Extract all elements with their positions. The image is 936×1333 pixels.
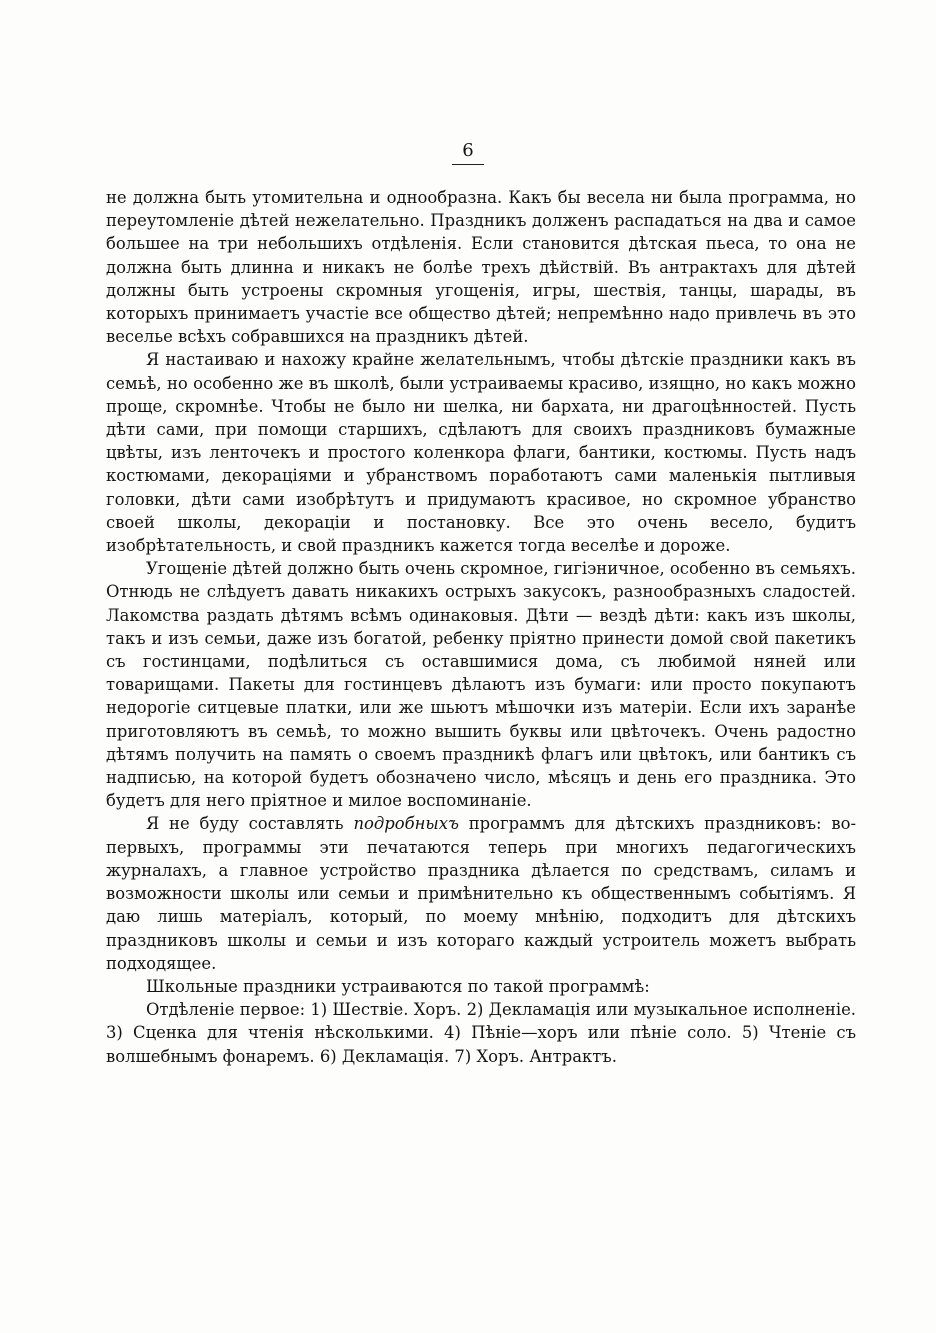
- paragraph-decoration: Я настаиваю и нахожу крайне желательнымъ, чтобы дѣтскіе праздники какъ въ семьѣ, но особенно же въ школѣ, были устраиваемы красиво, изящно, но какъ можно проще, скромнѣе. Чтобы не было ни шелка, ни бархата, ни драгоцѣнностей. Пусть дѣти сами, при помощи старшихъ, сдѣлаютъ для своихъ праздниковъ бумажные цвѣты, изъ ленточекъ и простого коленкора флаги, бантики, костюмы. Пусть надъ костюмами, декораціями и убранствомъ поработаютъ сами маленькія пытливыя головки, дѣти сами изобрѣтутъ и придумаютъ красивое, но скромное убранство своей школы, декораціи и постановку. Все это очень весело, будитъ изобрѣтательность, и свой праздникъ кажется тогда веселѣе и дороже.: [106, 350, 856, 556]
- paragraph-programs-end: программъ для дѣтскихъ праздниковъ: во-первыхъ, программы эти печатаются теперь при многихъ педагогическихъ журналахъ, а главное устройство праздника дѣлается по средствамъ, силамъ и возможности школы или семьи и примѣнительно къ общественнымъ событіямъ. Я даю лишь матеріалъ, который, по моему мнѣнію, подходитъ для дѣтскихъ праздниковъ школы и семьи и изъ котораго каждый устроитель можетъ выбрать подходящее.: [106, 814, 856, 973]
- paragraph-programs: [106, 812, 856, 974]
- paragraph-section-one: Отдѣленіе первое: 1) Шествіе. Хоръ. 2) Декламація или музыкальное исполненіе. 3) Сценка для чтенія нѣсколькими. 4) Пѣніе—хоръ или пѣніе соло. 5) Чтеніе съ волшебнымъ фонаремъ. 6) Декламація. 7) Хоръ. Антрактъ.: [106, 1000, 856, 1066]
- page-number: [0, 140, 936, 165]
- paragraph-treats: Угощеніе дѣтей должно быть очень скромное, гигіэничное, особенно въ семьяхъ. Отнюдь не слѣдуетъ давать никакихъ острыхъ закусокъ, разнообразныхъ сладостей. Лакомства раздать дѣтямъ всѣмъ одинаковыя. Дѣти — вездѣ дѣти: какъ изъ школы, такъ и изъ семьи, даже изъ богатой, ребенку пріятно принести домой свой пакетикъ съ гостинцами, подѣлиться съ оставшимися дома, съ любимой няней или товарищами. Пакеты для гостинцевъ дѣлаютъ изъ бумаги: или просто покупаютъ недорогіе ситцевые платки, или же шьютъ мѣшочки изъ матеріи. Если ихъ заранѣе приготовляютъ въ семьѣ, то можно вышить буквы или цвѣточекъ. Очень радостно дѣтямъ получить на память о своемъ праздникѣ флагъ или цвѣтокъ, или бантикъ съ надписью, на которой будетъ обозначено число, мѣсяцъ и день его праздника. Это будетъ для него пріятное и милое воспоминаніе.: [106, 559, 856, 811]
- page-number-value: 6: [452, 140, 483, 165]
- paragraph-school-program-intro: Школьные праздники устраиваются по такой программѣ:: [146, 976, 650, 996]
- paragraph-continuation: не должна быть утомительна и однообразна. Какъ бы весела ни была программа, но переутомленіе дѣтей нежелательно. Праздникъ долженъ распадаться на два и самое большее на три небольшихъ отдѣленія. Если становится дѣтская пьеса, то она не должна быть длинна и никакъ не болѣе трехъ дѣйствій. Въ антрактахъ для дѣтей должны быть устроены скромныя угощенія, игры, шествія, танцы, шарады, въ которыхъ принимаетъ участіе все общество дѣтей; непремѣнно надо привлечь въ это веселье всѣхъ собравшихся на праздникъ дѣтей.: [106, 188, 856, 347]
- paragraph-programs-start: Я не буду составлять: [146, 814, 354, 834]
- italic-word: подробныхъ: [353, 814, 459, 834]
- body-text: [106, 186, 856, 1068]
